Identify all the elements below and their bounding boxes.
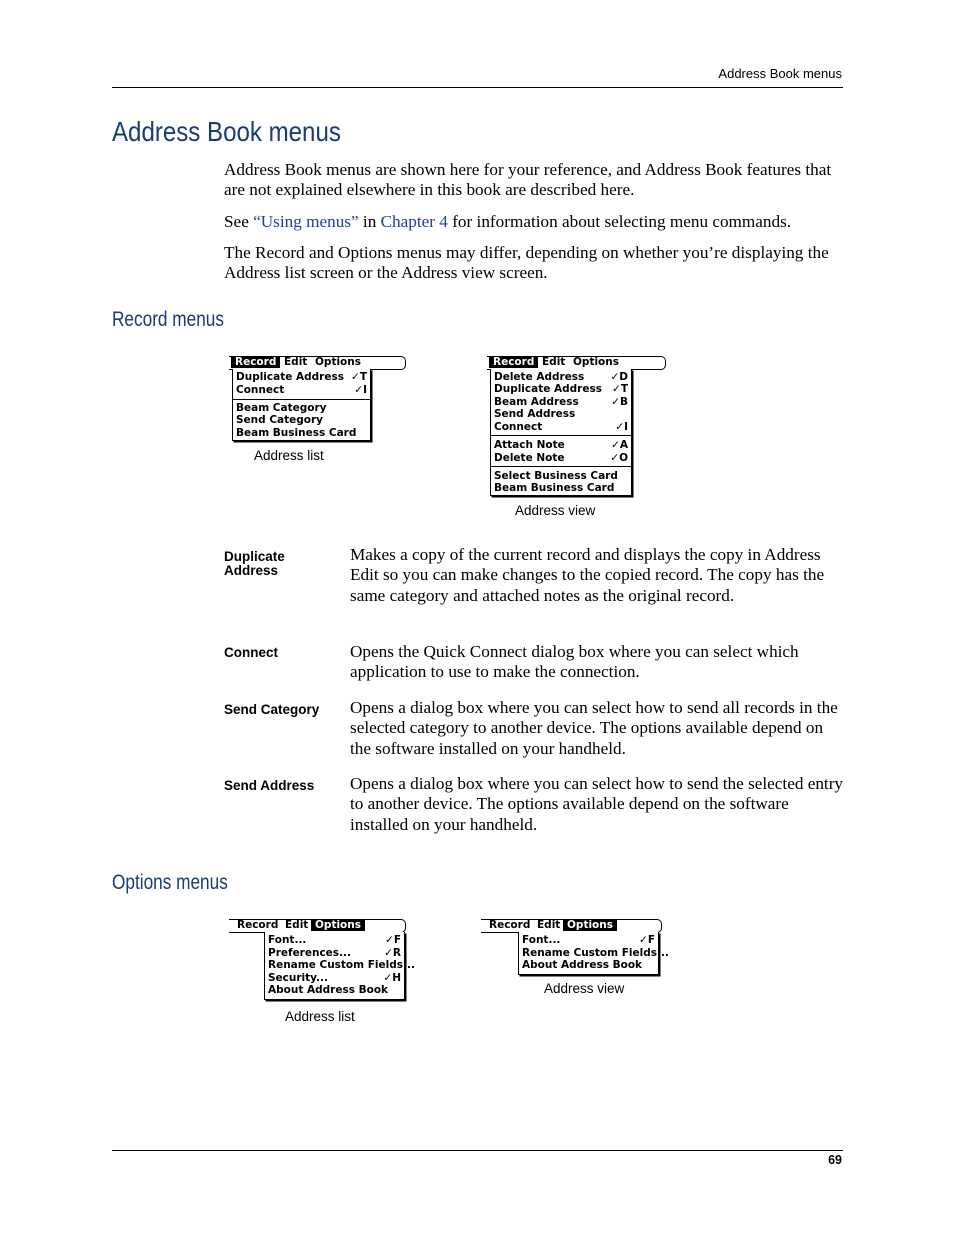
record-menu-address-list-screenshot [226,355,406,445]
caption-address-list: Address list [254,448,324,463]
menu-shortcut: ✓H [383,972,401,984]
menu-bar-record: Record [489,919,531,931]
menu-bar-options: Options [563,920,617,931]
menu-bar-record: Record [231,357,280,368]
term-send-category: Send Category [224,702,320,717]
caption-address-view: Address view [515,503,596,518]
chapter-4-link[interactable]: Chapter 4 [380,212,448,231]
menu-bar-record: Record [237,919,279,931]
menu-item: Duplicate Address [494,383,602,395]
menu-item: Rename Custom Fields... [522,947,669,959]
options-menus-heading: Options menus [112,871,228,894]
menu-shortcut: ✓I [354,384,367,396]
intro-paragraph-1: Address Book menus are shown here for your reference, and Address Book features that are not explained elsewhere in this book are described here. [224,160,832,200]
intro-paragraph-3: The Record and Options menus may differ, depending on whether you’re displaying the Address list screen or the Address view screen. [224,243,829,283]
menu-item: Beam Business Card [494,482,615,494]
menu-item: Font... [268,934,307,946]
intro-text: See [224,212,254,231]
menu-separator [491,435,631,436]
menu-separator [233,399,370,400]
menu-item: Connect [236,384,285,396]
menu-item: About Address Book [268,984,389,996]
page-number: 69 [828,1153,842,1167]
menu-shortcut: ✓D [610,371,628,383]
intro-paragraph-2 [224,212,849,232]
menu-bar [229,356,406,370]
menu-shortcut: ✓F [385,934,401,946]
desc-send-category: Opens a dialog box where you can select how to send all records in the selected category to another device. The options available depend on the software installed on your handheld. [350,698,838,758]
menu-bar-edit: Edit [542,356,566,368]
using-menus-link[interactable]: “Using menus” [253,212,359,231]
caption-address-view: Address view [544,981,625,996]
menu-shortcut: ✓I [615,421,628,433]
menu-shortcut: ✓F [639,934,655,946]
caption-address-list: Address list [285,1009,355,1024]
menu-item: Beam Business Card [236,427,357,439]
menu-item: Beam Category [236,402,327,414]
menu-dropdown [232,369,371,441]
menu-item: Send Address [494,408,576,420]
menu-shortcut: ✓A [611,439,628,451]
footer-rule [112,1150,843,1151]
term-duplicate-address: Duplicate Address [224,549,285,578]
menu-bar [487,356,666,370]
header-rule [112,87,843,88]
term-send-address: Send Address [224,778,315,793]
menu-item: Delete Note [494,452,565,464]
menu-item: Attach Note [494,439,565,451]
menu-dropdown [518,932,669,975]
menu-item: Beam Address [494,396,579,408]
menu-bar [229,919,406,933]
desc-send-address: Opens a dialog box where you can select how to send the selected entry to another device. The options available depend on the software installed on your handheld. [350,774,844,834]
menu-item: Rename Custom Fields... [268,959,415,971]
intro-text: for information about selecting menu commands. [447,212,792,231]
menu-bar [481,919,662,933]
term-connect: Connect [224,645,278,660]
menu-separator [491,466,631,467]
desc-duplicate-address: Makes a copy of the current record and displays the copy in Address Edit so you can make changes to the copied record. The copy has the same category and attached notes as the original record. [350,545,825,605]
menu-item: Send Category [236,414,324,426]
menu-bar-edit: Edit [285,919,309,931]
menu-dropdown [490,369,632,496]
menu-bar-options: Options [573,356,619,368]
menu-shortcut: ✓O [610,452,628,464]
menu-dropdown [264,932,415,1000]
record-menu-address-view-screenshot [484,355,666,500]
menu-item: Delete Address [494,371,585,383]
page-title: Address Book menus [112,116,341,147]
menu-item: Connect [494,421,543,433]
menu-item: About Address Book [522,959,643,971]
desc-connect: Opens the Quick Connect dialog box where you can select which application to use to make the connection. [350,642,799,682]
options-menu-address-view-screenshot [478,918,669,978]
menu-bar-options: Options [315,356,361,368]
running-head: Address Book menus [718,66,842,81]
menu-item: Font... [522,934,561,946]
menu-shortcut: ✓B [611,396,628,408]
menu-bar-record: Record [489,357,538,368]
menu-bar-edit: Edit [537,919,561,931]
menu-bar-edit: Edit [284,356,308,368]
menu-item: Duplicate Address [236,371,344,383]
intro-text: in [358,212,381,231]
menu-shortcut: ✓R [384,947,401,959]
menu-item: Select Business Card [494,470,618,482]
menu-item: Preferences... [268,947,352,959]
menu-bar-options: Options [311,920,365,931]
options-menu-address-list-screenshot [226,918,415,1004]
menu-shortcut: ✓T [612,383,628,395]
menu-item: Security... [268,972,329,984]
record-menus-heading: Record menus [112,308,224,331]
menu-shortcut: ✓T [351,371,367,383]
